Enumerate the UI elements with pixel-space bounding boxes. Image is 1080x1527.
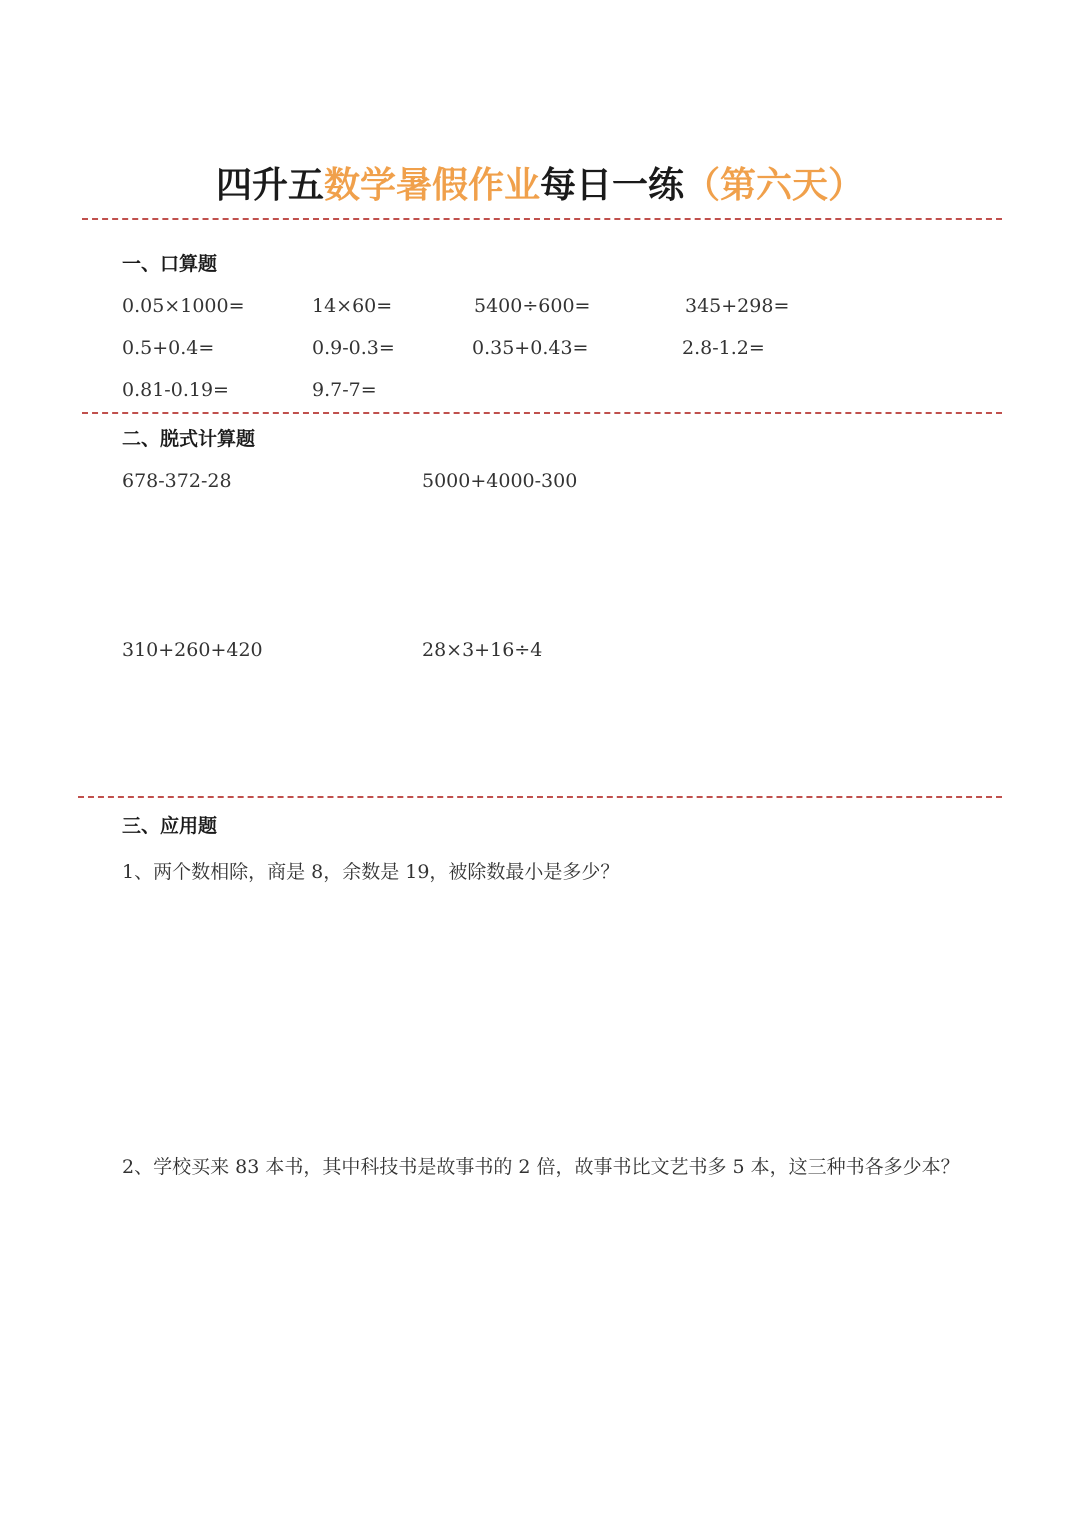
divider-section-2 bbox=[82, 412, 1002, 414]
word-problem-2: 2、学校买来 83 本书，其中科技书是故事书的 2 倍，故事书比文艺书多 5 本，这三种书各多少本？ bbox=[122, 1156, 960, 1178]
title-part-daily: 每日一练 bbox=[540, 165, 685, 206]
mental-math-item: 0.05×1000= bbox=[122, 295, 245, 317]
mental-math-item: 14×60= bbox=[312, 295, 393, 317]
divider-section-3 bbox=[78, 796, 1002, 798]
stepwise-calc-item: 5000+4000-300 bbox=[422, 470, 578, 492]
mental-math-item: 0.5+0.4= bbox=[122, 337, 215, 359]
page-title bbox=[0, 160, 1080, 212]
section-heading-stepwise-calc: 二、脱式计算题 bbox=[122, 428, 256, 450]
section-heading-word-problems: 三、应用题 bbox=[122, 815, 218, 837]
mental-math-item: 0.9-0.3= bbox=[312, 337, 395, 359]
title-part-grade: 四升五 bbox=[215, 165, 324, 206]
mental-math-item: 2.8-1.2= bbox=[682, 337, 765, 359]
stepwise-calc-item: 28×3+16÷4 bbox=[422, 639, 543, 661]
title-part-day: （第六天） bbox=[684, 165, 865, 206]
section-heading-mental-math: 一、口算题 bbox=[122, 253, 218, 275]
mental-math-item: 0.81-0.19= bbox=[122, 379, 229, 401]
divider-top bbox=[82, 218, 1002, 220]
mental-math-item: 345+298= bbox=[685, 295, 790, 317]
title-part-subject: 数学暑假作业 bbox=[323, 165, 540, 206]
word-problem-1: 1、两个数相除，商是 8，余数是 19，被除数最小是多少？ bbox=[122, 861, 620, 883]
mental-math-item: 9.7-7= bbox=[312, 379, 377, 401]
mental-math-item: 0.35+0.43= bbox=[472, 337, 589, 359]
stepwise-calc-item: 678-372-28 bbox=[122, 470, 232, 492]
stepwise-calc-item: 310+260+420 bbox=[122, 639, 263, 661]
mental-math-item: 5400÷600= bbox=[474, 295, 591, 317]
